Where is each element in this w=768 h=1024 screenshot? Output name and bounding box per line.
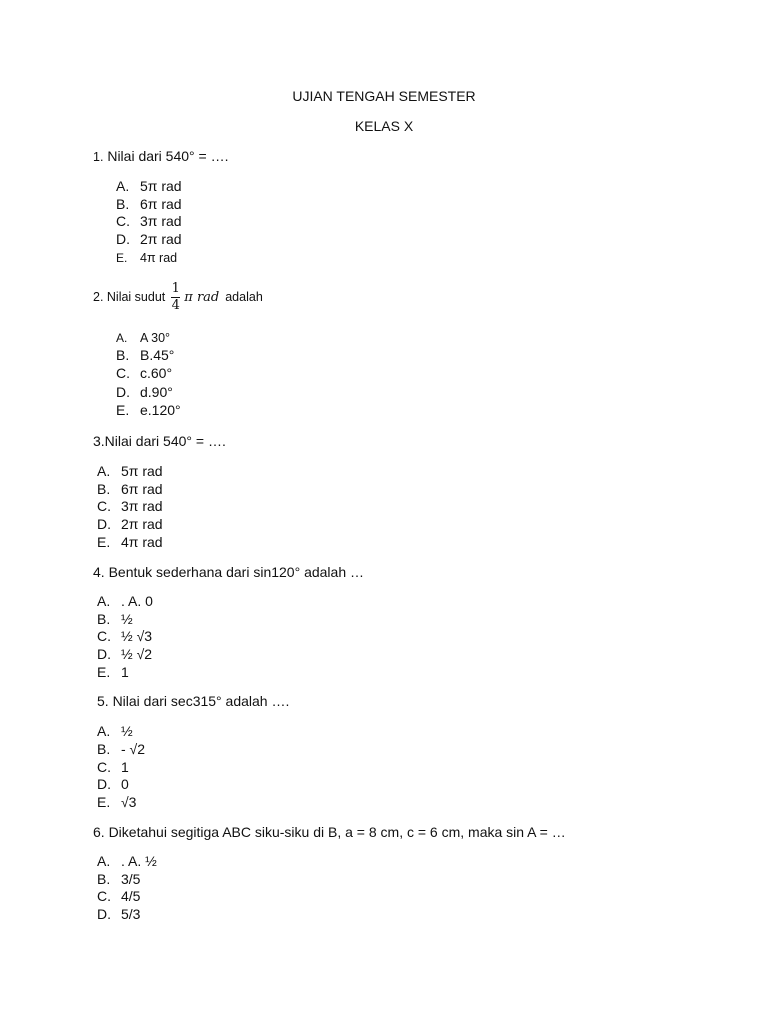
option-letter: D. bbox=[97, 906, 111, 922]
question-3-option-d bbox=[97, 515, 163, 533]
question-1-text: 1. Nilai dari 540° = …. bbox=[93, 148, 229, 164]
question-6-text: 6. Diketahui segitiga ABC siku-siku di B, a = 8 cm, c = 6 cm, maka sin A = … bbox=[93, 824, 566, 840]
option-letter: E. bbox=[116, 402, 130, 418]
question-3-option-e bbox=[97, 533, 163, 551]
option-text: B.45° bbox=[140, 347, 175, 363]
option-letter: C. bbox=[97, 759, 111, 775]
question-5-option-d bbox=[97, 775, 129, 793]
question-6-option-d bbox=[97, 905, 140, 923]
question-4-text: 4. Bentuk sederhana dari sin120° adalah … bbox=[93, 564, 365, 580]
option-text: 6π rad bbox=[121, 481, 163, 497]
question-4-option-b bbox=[97, 610, 133, 628]
math-pi-rad: π rad bbox=[184, 289, 220, 305]
option-text: 5π rad bbox=[121, 463, 163, 479]
question-2-option-b bbox=[116, 346, 174, 364]
option-letter: C. bbox=[116, 365, 130, 381]
question-2-text bbox=[93, 280, 263, 314]
question-2-option-e bbox=[116, 401, 181, 419]
option-text: ½ √3 bbox=[121, 628, 153, 644]
fraction-one-quarter: $\frac{1}{4}$ bbox=[171, 280, 180, 313]
question-1-option-e bbox=[116, 248, 177, 267]
option-text: c.60° bbox=[140, 365, 173, 381]
option-letter: E. bbox=[97, 534, 111, 550]
option-letter: E. bbox=[97, 794, 111, 810]
option-letter: C. bbox=[97, 498, 111, 514]
option-letter: B. bbox=[97, 741, 111, 757]
option-text: ½ bbox=[121, 723, 133, 739]
option-letter: C. bbox=[97, 628, 111, 644]
option-letter: B. bbox=[116, 347, 130, 363]
option-letter: A. bbox=[116, 331, 128, 345]
question-4-option-a bbox=[97, 592, 153, 610]
option-letter: A. bbox=[97, 463, 111, 479]
option-text: ½ √2 bbox=[121, 646, 153, 662]
option-text: 3π rad bbox=[140, 213, 182, 229]
option-text: - √2 bbox=[121, 741, 146, 757]
question-4-option-c bbox=[97, 627, 152, 645]
option-text: 5π rad bbox=[140, 178, 182, 194]
option-text: A 30° bbox=[140, 331, 171, 345]
question-4-option-e bbox=[97, 663, 129, 681]
option-text: 0 bbox=[121, 776, 129, 792]
option-text: 3π rad bbox=[121, 498, 163, 514]
question-2-option-d bbox=[116, 383, 173, 401]
question-1-option-d bbox=[116, 230, 182, 248]
question-1-option-a bbox=[116, 177, 182, 195]
option-letter: B. bbox=[97, 481, 111, 497]
option-text: 4π rad bbox=[121, 534, 163, 550]
option-letter: D. bbox=[116, 231, 130, 247]
question-2-option-c bbox=[116, 364, 172, 382]
question-5-option-a bbox=[97, 722, 133, 740]
option-text: 2π rad bbox=[121, 516, 163, 532]
option-letter: A. bbox=[116, 178, 130, 194]
option-text: 2π rad bbox=[140, 231, 182, 247]
option-text: 3/5 bbox=[121, 871, 141, 887]
question-1-body: Nilai dari 540° = …. bbox=[103, 148, 229, 164]
option-text: 1 bbox=[121, 664, 129, 680]
option-text: ½ bbox=[121, 611, 133, 627]
option-letter: B. bbox=[116, 196, 130, 212]
question-6-option-c bbox=[97, 887, 140, 905]
question-1-option-b bbox=[116, 195, 182, 213]
option-text: 5/3 bbox=[121, 906, 141, 922]
question-5-option-e bbox=[97, 793, 136, 811]
question-2-option-a bbox=[116, 328, 170, 347]
question-6-option-b bbox=[97, 870, 140, 888]
question-3-option-a bbox=[97, 462, 163, 480]
question-3-text: 3.Nilai dari 540° = …. bbox=[93, 433, 226, 449]
question-2-suffix: adalah bbox=[225, 290, 263, 304]
question-5-text: 5. Nilai dari sec315° adalah …. bbox=[97, 693, 290, 709]
option-text: 1 bbox=[121, 759, 129, 775]
option-letter: E. bbox=[116, 251, 128, 265]
page-subtitle: KELAS X bbox=[354, 118, 414, 134]
option-text: 4/5 bbox=[121, 888, 141, 904]
option-text: . A. ½ bbox=[121, 853, 157, 869]
option-letter: D. bbox=[97, 516, 111, 532]
option-text: d.90° bbox=[140, 384, 173, 400]
question-2-prefix: 2. Nilai sudut bbox=[93, 290, 166, 304]
option-letter: E. bbox=[97, 664, 111, 680]
question-4-option-d bbox=[97, 645, 152, 663]
question-3-option-c bbox=[97, 497, 163, 515]
question-5-option-b bbox=[97, 740, 145, 758]
question-3-option-b bbox=[97, 480, 163, 498]
option-letter: B. bbox=[97, 611, 111, 627]
option-letter: D. bbox=[97, 776, 111, 792]
option-text: 4π rad bbox=[140, 251, 178, 265]
question-6-option-a bbox=[97, 852, 157, 870]
option-letter: D. bbox=[97, 646, 111, 662]
question-1-option-c bbox=[116, 212, 182, 230]
option-letter: C. bbox=[116, 213, 130, 229]
option-letter: B. bbox=[97, 871, 111, 887]
option-text: √3 bbox=[121, 794, 137, 810]
option-letter: D. bbox=[116, 384, 130, 400]
option-text: 6π rad bbox=[140, 196, 182, 212]
option-letter: A. bbox=[97, 593, 111, 609]
page-title: UJIAN TENGAH SEMESTER bbox=[292, 88, 476, 104]
option-letter: A. bbox=[97, 853, 111, 869]
question-5-option-c bbox=[97, 758, 129, 776]
option-letter: C. bbox=[97, 888, 111, 904]
option-letter: A. bbox=[97, 723, 111, 739]
option-text: . A. 0 bbox=[121, 593, 153, 609]
option-text: e.120° bbox=[140, 402, 181, 418]
